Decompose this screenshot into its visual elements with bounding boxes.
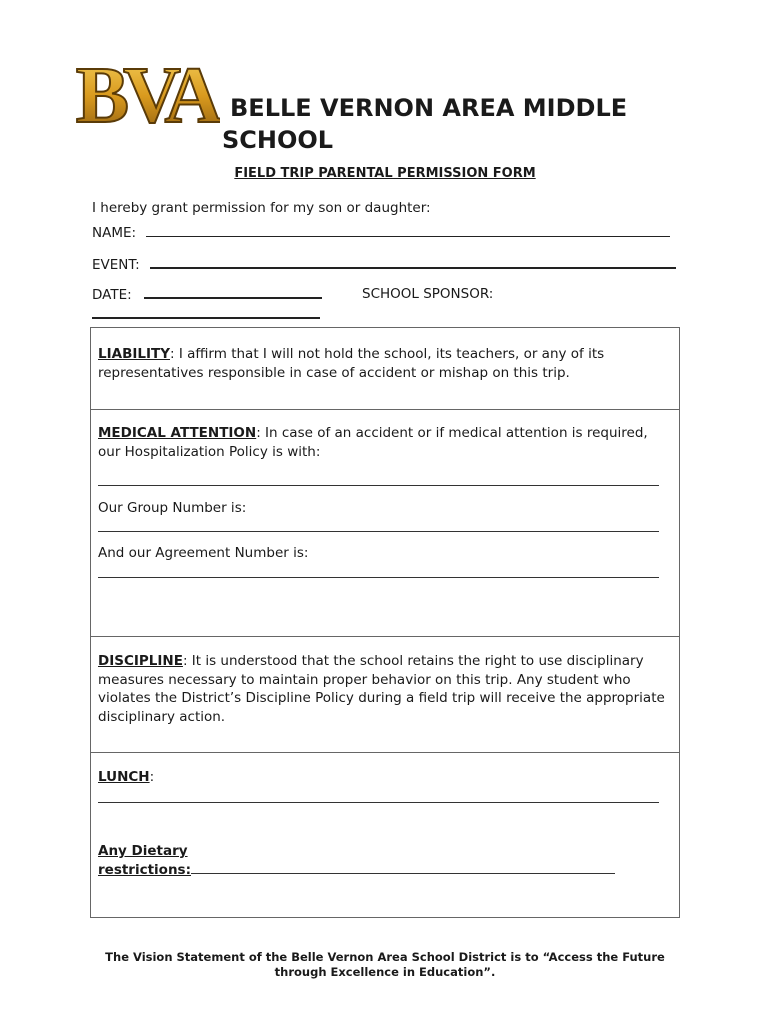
dietary-label — [98, 842, 670, 879]
medical-section — [91, 409, 679, 637]
lunch-blank[interactable] — [98, 802, 659, 803]
hospitalization-blank[interactable] — [98, 485, 659, 486]
logo-text: BVA — [75, 52, 217, 134]
liability-section — [91, 328, 679, 410]
name-label: NAME: — [92, 225, 137, 241]
lunch-text — [98, 768, 670, 787]
liability-body: : I affirm that I will not hold the school, its teachers, or any of its representatives responsible in case of accident or mishap on this trip. — [98, 346, 605, 381]
sponsor-label: SCHOOL SPONSOR: — [362, 286, 494, 302]
name-blank[interactable] — [146, 225, 670, 237]
group-number-label: Our Group Number is: — [98, 500, 247, 516]
discipline-body: : It is understood that the school retains the right to use disciplinary measures necessary to maintain proper behavior on this trip. Any student who violates the District’s Discipline Policy during a field trip will receive the appropriate disciplinary action. — [98, 653, 665, 725]
event-blank[interactable] — [150, 256, 676, 269]
agreement-number-label: And our Agreement Number is: — [98, 545, 309, 561]
name-field[interactable] — [92, 225, 670, 241]
event-label: EVENT: — [92, 257, 140, 273]
liability-text — [98, 345, 670, 382]
vision-statement-line2: through Excellence in Education”. — [274, 965, 496, 979]
vision-statement — [0, 950, 770, 980]
lunch-heading: LUNCH — [98, 769, 150, 785]
school-name: BELLE VERNON AREA MIDDLE SCHOOL — [222, 94, 628, 154]
form-title: FIELD TRIP PARENTAL PERMISSION FORM — [234, 166, 536, 181]
lunch-section — [91, 752, 679, 917]
group-number-blank[interactable] — [98, 531, 659, 532]
permission-sections — [90, 327, 680, 918]
dietary-label-line1: Any Dietary — [98, 843, 188, 859]
bva-logo — [72, 52, 220, 134]
discipline-text — [98, 652, 670, 726]
medical-heading: MEDICAL ATTENTION — [98, 425, 257, 441]
date-field[interactable] — [92, 286, 322, 303]
sponsor-blank[interactable] — [92, 305, 320, 319]
event-field[interactable] — [92, 256, 676, 273]
discipline-heading: DISCIPLINE — [98, 653, 183, 669]
agreement-number-blank[interactable] — [98, 577, 659, 578]
medical-body: : In case of an accident or if medical attention is required, our Hospitalization Policy is with: — [98, 425, 648, 460]
dietary-label-line2: restrictions: — [98, 861, 191, 878]
date-blank[interactable] — [144, 286, 322, 299]
vision-statement-line1: The Vision Statement of the Belle Vernon Area School District is to “Access the Future — [105, 950, 665, 964]
date-label: DATE: — [92, 287, 132, 303]
dietary-blank[interactable] — [191, 872, 615, 874]
medical-text — [98, 424, 670, 461]
intro-text: I hereby grant permission for my son or daughter: — [92, 200, 431, 216]
lunch-colon: : — [149, 769, 155, 785]
discipline-section — [91, 636, 679, 753]
liability-heading: LIABILITY — [98, 346, 170, 362]
